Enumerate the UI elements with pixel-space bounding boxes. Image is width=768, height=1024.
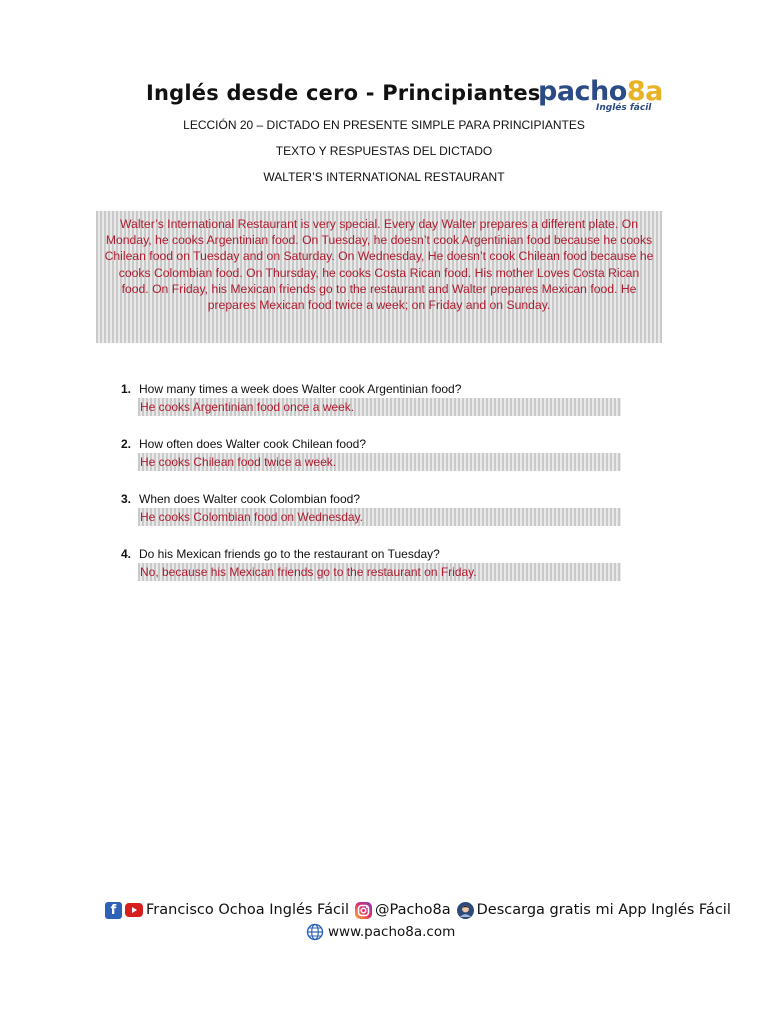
question-item-3: [121, 491, 641, 526]
logo-tagline: Inglés fácil: [596, 103, 652, 113]
question-number: 2.: [121, 437, 132, 451]
website-link[interactable]: www.pacho8a.com: [328, 924, 456, 940]
avatar-icon: [457, 902, 474, 919]
globe-icon: [306, 923, 324, 941]
answer-text: No, because his Mexican friends go to the restaurant on Friday.: [138, 563, 621, 581]
question: [121, 381, 641, 398]
answer-text: He cooks Argentinian food once a week.: [138, 398, 621, 416]
section-subtitle: TEXTO Y RESPUESTAS DEL DICTADO: [275, 144, 493, 158]
pacho8a-logo: [538, 76, 663, 118]
question-text: Do his Mexican friends go to the restaurant on Tuesday?: [139, 547, 440, 561]
answer-text: He cooks Chilean food twice a week.: [138, 453, 621, 471]
question-text: How often does Walter cook Chilean food?: [139, 437, 367, 451]
question: [121, 436, 641, 453]
question-item-2: [121, 436, 641, 471]
logo-accent-text: 8a: [626, 76, 663, 107]
dictation-passage: [96, 211, 662, 343]
passage-text: Walter’s International Restaurant is very special. Every day Walter prepares a different plate. On Monday, he cooks Argentinian food. On Tuesday, he doesn’t cook Argentinian food because he cooks Chilean food on Tuesday and on Saturday. On Wednesday, He doesn’t cook Chilean food because he cooks Colombian food. On Thursday, he cooks Costa Rican food. His mother Loves Costa Rican food. On Friday, his Mexican friends go to the restaurant and Walter prepares Mexican food. He prepares Mexican food twice a week; on Friday and on Sunday.: [104, 217, 654, 313]
header: [0, 78, 768, 118]
channel-name[interactable]: Francisco Ochoa Inglés Fácil: [146, 902, 349, 918]
lesson-heading: LECCIÓN 20 – DICTADO EN PRESENTE SIMPLE PARA PRINCIPIANTES: [183, 118, 585, 132]
question-text: How many times a week does Walter cook Argentinian food?: [139, 382, 462, 396]
footer-website: [306, 922, 455, 942]
app-download-text[interactable]: Descarga gratis mi App Inglés Fácil: [476, 902, 731, 918]
question-item-1: [121, 381, 641, 416]
question-number: 3.: [121, 492, 132, 506]
question-number: 4.: [121, 547, 132, 561]
page-title: Inglés desde cero - Principiantes: [146, 81, 541, 105]
footer-social: [105, 899, 731, 921]
logo-text: pacho: [538, 76, 627, 107]
question-item-4: [121, 546, 641, 581]
instagram-icon[interactable]: [355, 902, 372, 919]
facebook-icon[interactable]: f: [105, 902, 122, 919]
question: [121, 491, 641, 508]
question-text: When does Walter cook Colombian food?: [139, 492, 361, 506]
instagram-handle[interactable]: @Pacho8a: [374, 902, 451, 918]
question-number: 1.: [121, 382, 132, 396]
question: [121, 546, 641, 563]
youtube-icon[interactable]: [125, 903, 143, 917]
story-title: WALTER’S INTERNATIONAL RESTAURANT: [263, 170, 505, 184]
answer-text: He cooks Colombian food on Wednesday.: [138, 508, 621, 526]
